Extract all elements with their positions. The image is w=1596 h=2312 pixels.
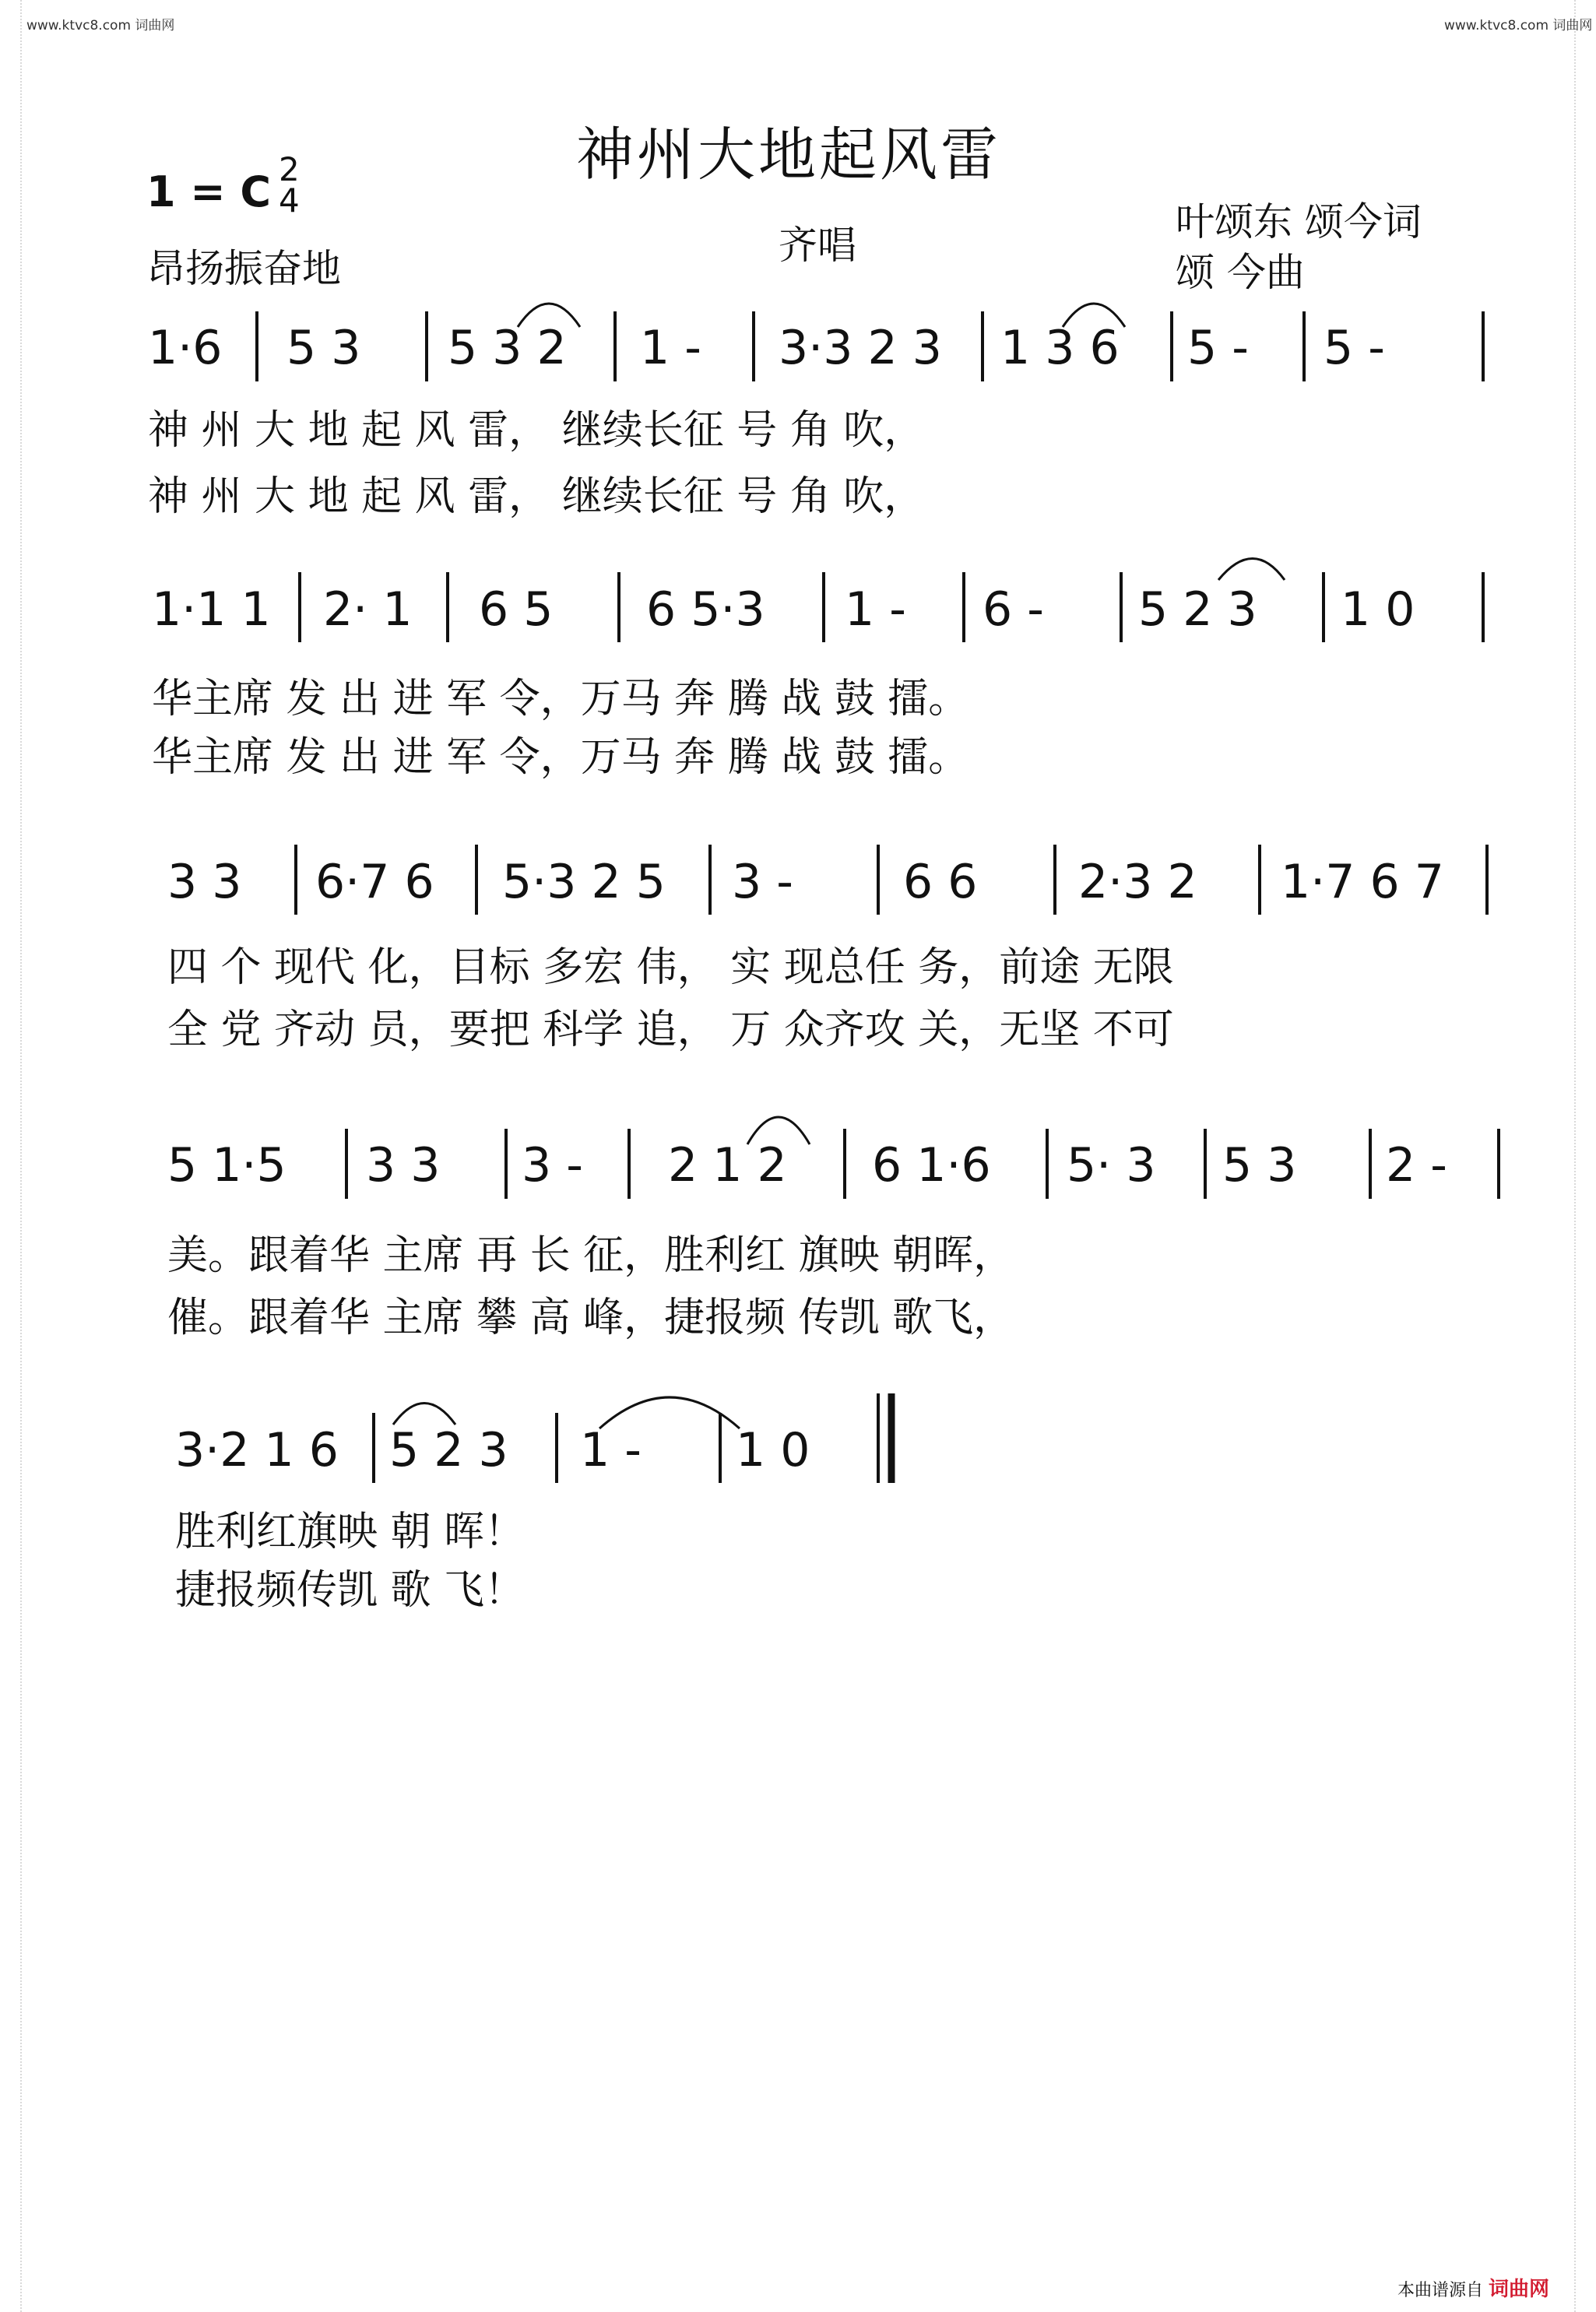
measure: 5· 3 [1067,1138,1156,1193]
measure: 6 1·6 [872,1138,991,1193]
measure: 6·7 6 [315,855,434,909]
measure: 3·2 1 6 [175,1423,339,1478]
measure: 2· 1 [323,582,413,637]
measure: 1 0 [736,1423,810,1478]
measure: 3 - [732,855,793,909]
measure: 2·3 2 [1078,855,1197,909]
measure: 1 0 [1341,582,1415,637]
measure: 5 3 [1222,1138,1297,1193]
lyrics-line-4b: 催。跟着华 主席 攀 高 峰，捷报频 传凯 歌飞， [167,1295,1014,1341]
lyrics-line-3b: 全 党 齐动 员，要把 科学 追， 万 众齐攻 关，无坚 不可 [167,1007,1174,1053]
measure: 1 - [845,582,906,637]
song-title: 神州大地起风雷 [576,121,1001,188]
measure: 1·1 1 [152,582,271,637]
key-signature: 1 = C [146,167,272,216]
measure: 5·3 2 5 [502,855,666,909]
measure: 6 5·3 [646,582,765,637]
header-left-watermark: www.ktvc8.com 词曲网 [26,18,175,33]
measure: 5 1·5 [167,1138,287,1193]
lyrics-line-1b: 神 州 大 地 起 风 雷， 继续长征 号 角 吹， [148,473,925,520]
measure: 5 3 2 [448,321,567,375]
measure: 6 - [983,582,1044,637]
measure: 1 3 6 [1000,321,1120,375]
measure: 3 - [522,1138,583,1193]
performance-style: 齐唱 [779,223,856,268]
measure: 1 - [580,1423,642,1478]
lyrics-line-2b: 华主席 发 出 进 军 令，万马 奔 腾 战 鼓 擂。 [152,734,969,781]
measure: 3 3 [167,855,242,909]
lyrics-line-5b: 捷报频传凯 歌 飞！ [175,1567,526,1614]
footer-source-text [1397,2273,1549,2302]
measure: 2 1 2 [668,1138,787,1193]
header-right-watermark: www.ktvc8.com 词曲网 [1444,18,1593,33]
lyrics-line-5a: 胜利红旗映 朝 晖！ [175,1509,526,1555]
lyrics-line-2a: 华主席 发 出 进 军 令，万马 奔 腾 战 鼓 擂。 [152,676,969,722]
lyricist-credit: 叶颂东 颂今词 [1176,199,1422,244]
measure: 1·7 6 7 [1281,855,1444,909]
measure: 3·3 2 3 [779,321,942,375]
measure: 5 2 3 [389,1423,508,1478]
lyrics-line-1a: 神 州 大 地 起 风 雷， 继续长征 号 角 吹， [148,407,925,454]
composer-credit: 颂 今曲 [1176,250,1305,295]
time-signature-top: 2 [279,150,300,188]
lyrics-line-4a: 美。跟着华 主席 再 长 征，胜利红 旗映 朝晖， [167,1232,1014,1279]
measure: 5 - [1187,321,1249,375]
measure: 1·6 [148,321,223,375]
measure: 3 3 [366,1138,441,1193]
measure: 6 6 [903,855,978,909]
measure: 2 - [1386,1138,1447,1193]
measure: 5 - [1324,321,1385,375]
time-signature-bottom: 4 [279,181,300,220]
measure: 6 5 [479,582,554,637]
measure: 1 - [640,321,701,375]
measure: 5 2 3 [1138,582,1257,637]
lyrics-line-3a: 四 个 现代 化，目标 多宏 伟， 实 现总任 务，前途 无限 [167,944,1174,991]
measure: 5 3 [287,321,361,375]
footer-text: 本曲谱源自 [1397,2281,1484,2300]
footer-brand-link[interactable]: 词曲网 [1489,2278,1550,2301]
tempo-marking: 昂扬振奋地 [146,246,341,291]
